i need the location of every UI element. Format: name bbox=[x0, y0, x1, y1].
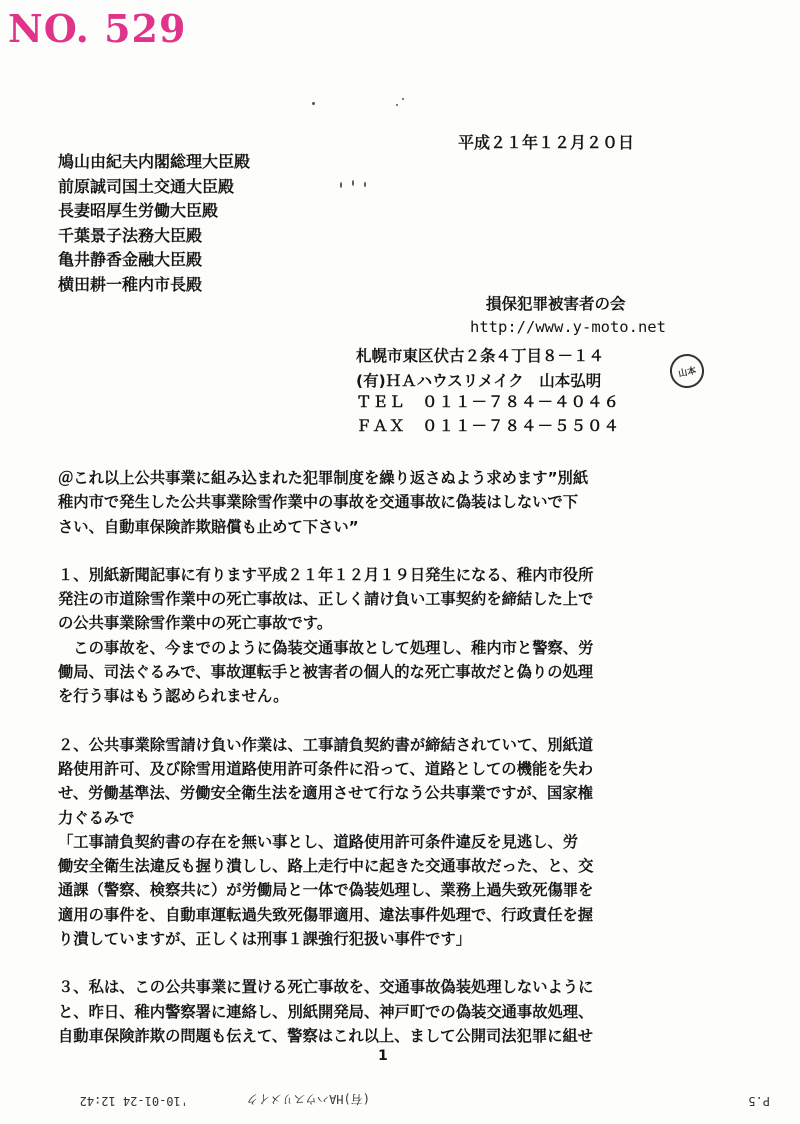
body-line: 通課（警察、検察共に）が労働局と一体で偽装処理し、業務上過失致死傷罪を bbox=[58, 881, 594, 900]
recipient-line: 横田耕一稚内市長殿 bbox=[58, 274, 203, 294]
body-line: 稚内市で発生した公共事業除雪作業中の事故を交通事故に偽装はしないで下 bbox=[58, 493, 579, 512]
body-line: １、別紙新聞記事に有ります平成２１年１２月１９日発生になる、稚内市役所 bbox=[58, 565, 594, 584]
paragraph-gap bbox=[58, 539, 728, 563]
fax-datetime: '10-01-24 12:42 bbox=[79, 1094, 188, 1108]
body-line: と、昨日、稚内警察署に連絡し、別紙開発局、神戸町での偽装交通事故処理、 bbox=[58, 1002, 594, 1021]
document-number: NO. 529 bbox=[8, 6, 187, 51]
scan-speck bbox=[364, 182, 366, 187]
scan-speck bbox=[402, 98, 404, 100]
fax-header-upside-down bbox=[0, 1088, 800, 1110]
sender-organization: 損保犯罪被害者の会 bbox=[486, 295, 626, 313]
sender-company: (有)ＨＡハウスリメイク 山本弘明 bbox=[356, 372, 602, 390]
letter-date: 平成２１年１２月２０日 bbox=[458, 133, 635, 152]
scan-speck bbox=[352, 180, 354, 186]
body-line: ３、私は、この公共事業に置ける死亡事故を、交通事故偽装処理しないように bbox=[58, 978, 594, 997]
recipient-list bbox=[58, 150, 250, 297]
sender-url[interactable]: http://www.y-moto.net bbox=[470, 318, 666, 336]
paragraph-gap bbox=[58, 709, 728, 733]
recipient-line: 千葉景子法務大臣殿 bbox=[58, 225, 203, 245]
body-line: 路使用許可、及び除雪用道路使用許可条件に沿って、道路としての機能を失わ bbox=[58, 759, 594, 778]
body-line: 適用の事件を、自動車運転過失致死傷罪適用、違法事件処理で、行政責任を握 bbox=[58, 905, 594, 924]
recipient-line: 長妻昭厚生労働大臣殿 bbox=[58, 201, 219, 220]
recipient-line: 鳩山由紀夫内閣総理大臣殿 bbox=[58, 152, 251, 171]
body-line: を行う事はもう認められません。 bbox=[58, 687, 289, 706]
body-line: さい、自動車保険詐欺賠償も止めて下さい” bbox=[58, 517, 359, 536]
recipient-line: 亀井静香金融大臣殿 bbox=[58, 250, 203, 269]
body-line: り潰していますが、正しくは刑事１課強行犯扱い事件です」 bbox=[58, 930, 472, 949]
body-line: の公共事業除雪作業中の死亡事故です。 bbox=[58, 614, 333, 633]
body-line: 自動車保険詐欺の問題も伝えて、警察はこれ以上、まして公開司法犯罪に組せ bbox=[58, 1026, 594, 1045]
fax-page: P.5 bbox=[748, 1094, 770, 1108]
body-line: ＠これ以上公共事業に組み込まれた犯罪制度を繰り返さぬよう求めます”別紙 bbox=[58, 469, 589, 487]
recipient-line: 前原誠司国土交通大臣殿 bbox=[58, 176, 235, 196]
fax-sender-id: (有)HAハウスリメイク bbox=[246, 1092, 370, 1106]
page-number: 1 bbox=[378, 1048, 388, 1064]
body-line: ２、公共事業除雪請け負い作業は、工事請負契約書が締結されていて、別紙道 bbox=[58, 735, 594, 754]
personal-seal-stamp: 山本 bbox=[667, 351, 707, 391]
body-line: せ、労働基準法、労働安全衛生法を適用させて行なう公共事業ですが、国家権 bbox=[58, 784, 593, 803]
body-line: 発注の市道除雪作業中の死亡事故は、正しく請け負い工事契約を締結した上で bbox=[58, 590, 594, 609]
body-line: この事故を、今までのように偽装交通事故として処理し、稚内市と警察、労 bbox=[58, 638, 594, 657]
scan-speck bbox=[396, 104, 398, 106]
body-line: 力ぐるみで bbox=[58, 808, 135, 827]
body-line: 働安全衛生法違反も握り潰しし、路上走行中に起きた交通事故だった、と、交 bbox=[58, 857, 594, 876]
scan-speck bbox=[340, 182, 342, 188]
scan-speck bbox=[312, 102, 315, 105]
sender-address: 札幌市東区伏古２条４丁目８－１４ bbox=[356, 347, 605, 365]
sender-tel: ＴＥＬ ０１１－７８４－４０４６ bbox=[356, 393, 621, 411]
sender-fax: ＦＡＸ ０１１－７８４－５５０４ bbox=[356, 417, 621, 435]
letter-body bbox=[58, 466, 728, 1048]
body-line: 働局、司法ぐるみで、事故運転手と被害者の個人的な死亡事故だと偽りの処理 bbox=[58, 663, 594, 682]
body-line: 「工事請負契約書の存在を無い事とし、道路使用許可条件違反を見逃し、労 bbox=[58, 832, 579, 851]
paragraph-gap bbox=[58, 951, 728, 975]
